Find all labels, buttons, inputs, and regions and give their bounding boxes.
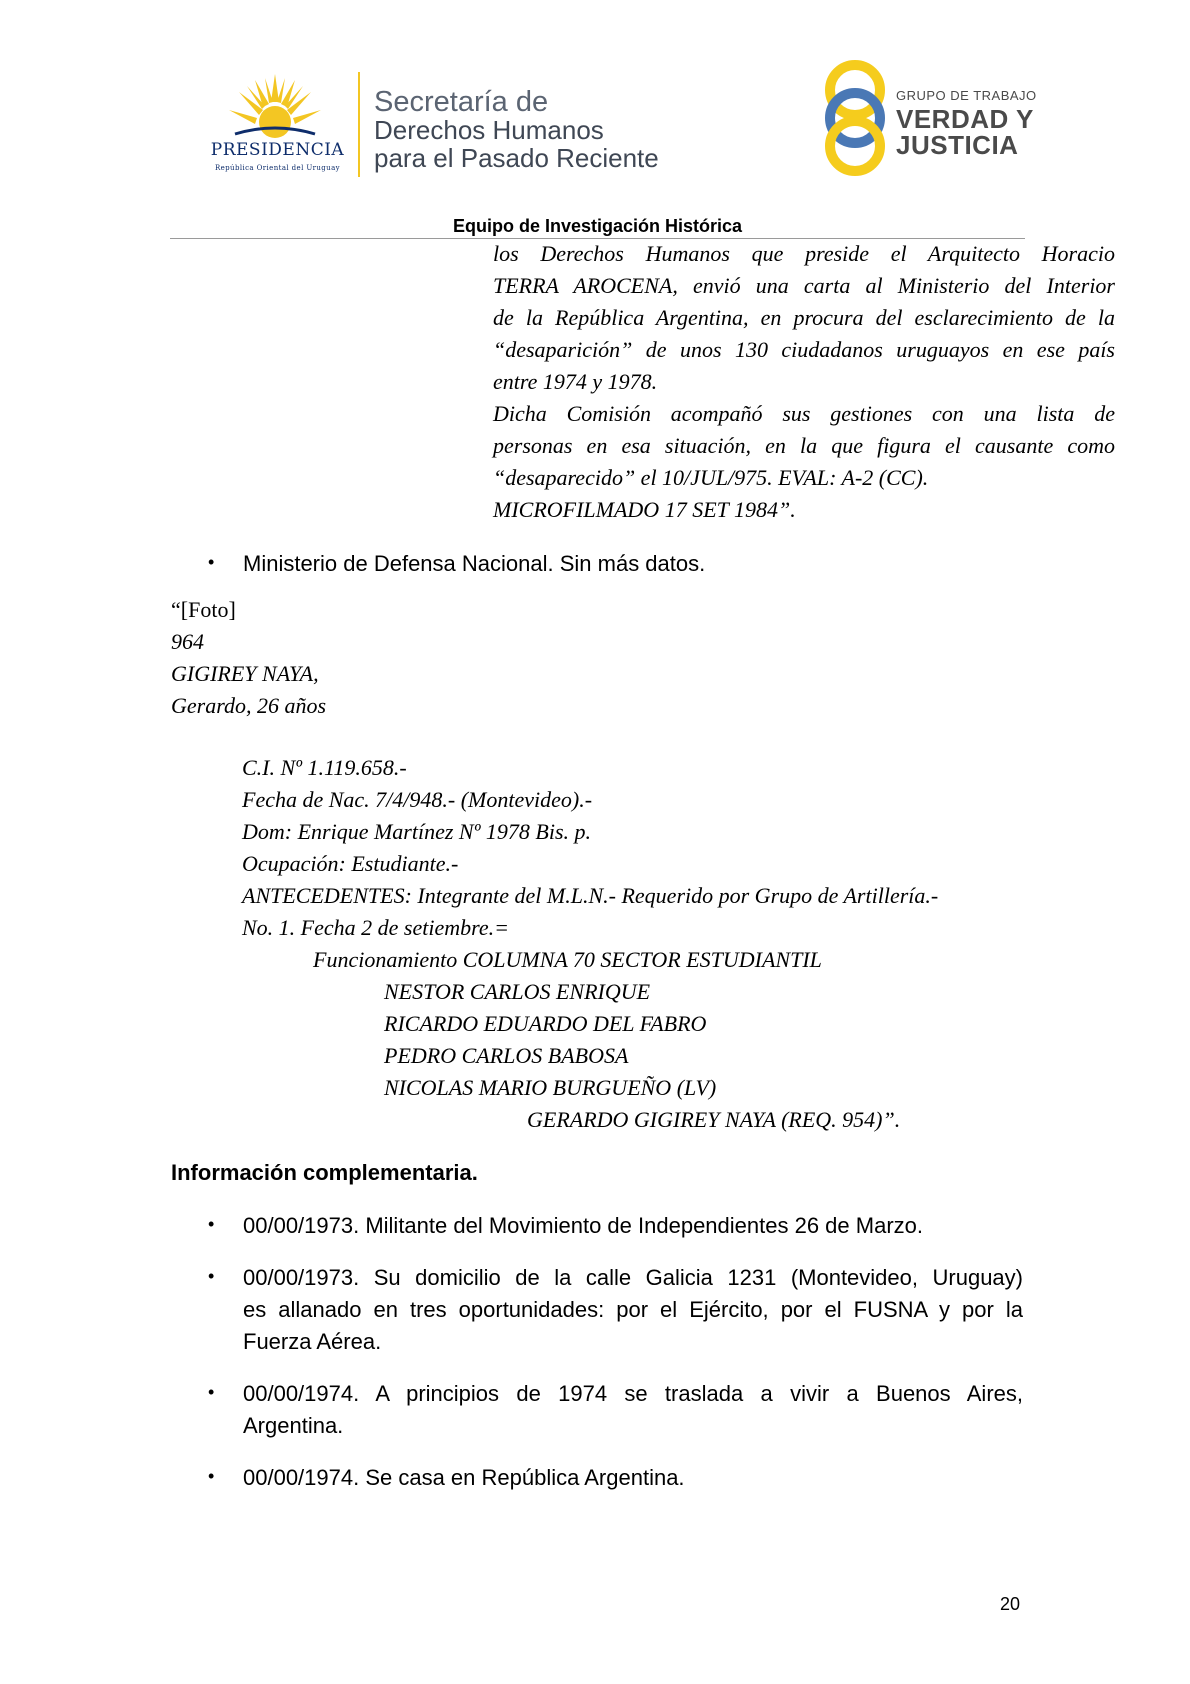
presidencia-subtitle: República Oriental del Uruguay — [214, 164, 341, 172]
quote-line: los Derechos Humanos que preside el Arquitecto Horacio — [493, 241, 1115, 266]
foto-number: 964 — [171, 629, 204, 654]
quote-line: de la República Argentina, en procura del esclarecimiento de la — [493, 305, 1115, 330]
info-line: Argentina. — [243, 1413, 344, 1438]
bullet-dot: • — [208, 1466, 215, 1486]
secretaria-line-3: para el Pasado Reciente — [374, 143, 659, 173]
info-item — [243, 1462, 1023, 1494]
bullet-dot: • — [208, 1382, 215, 1402]
info-line: Fuerza Aérea. — [243, 1329, 382, 1354]
foto-surname: GIGIREY NAYA, — [171, 661, 319, 686]
ficha-dom: Dom: Enrique Martínez Nº 1978 Bis. p. — [242, 819, 592, 844]
ficha-name: PEDRO CARLOS BABOSA — [384, 1043, 629, 1068]
ficha-ocupacion: Ocupación: Estudiante.- — [242, 851, 459, 876]
ministerio-rest: . Sin más datos. — [547, 551, 706, 576]
vyj-verdad: VERDAD Y — [896, 104, 1034, 134]
ficha-no: No. 1. Fecha 2 de setiembre.= — [242, 915, 509, 940]
quote-line: Dicha Comisión acompañó sus gestiones con una lista de — [493, 401, 1115, 426]
ministerio-line — [243, 548, 705, 580]
ficha-name: RICARDO EDUARDO DEL FABRO — [384, 1011, 707, 1036]
ministerio-name: Ministerio de Defensa Nacional — [243, 551, 548, 576]
presidencia-logo — [190, 72, 365, 182]
page-number: 20 — [1000, 1594, 1021, 1614]
ficha-last: GERARDO GIGIREY NAYA (REQ. 954)”. — [527, 1107, 901, 1132]
info-title: Información complementaria. — [171, 1160, 478, 1185]
vyj-justicia: JUSTICIA — [896, 130, 1019, 160]
quote-paragraph-1 — [493, 238, 1115, 398]
secretaria-line-1: Secretaría de — [374, 86, 549, 118]
verdad-justicia-logo — [820, 56, 1040, 181]
info-line: es allanado en tres oportunidades: por el Ejército, por el FUSNA y por la — [243, 1297, 1023, 1322]
ficha-funcionamiento: Funcionamiento COLUMNA 70 SECTOR ESTUDIANTIL — [313, 947, 822, 972]
presidencia-name: PRESIDENCIA — [210, 140, 345, 160]
sun-icon — [225, 72, 325, 138]
ficha-name: NICOLAS MARIO BURGUEÑO (LV) — [384, 1075, 717, 1100]
foto-name-age: Gerardo, 26 años — [171, 693, 327, 718]
ficha-ci: C.I. Nº 1.119.658.- — [242, 755, 407, 780]
team-title: Equipo de Investigación Histórica — [452, 216, 743, 236]
quote-paragraph-2 — [493, 398, 1115, 526]
ficha-antecedentes: ANTECEDENTES: Integrante del M.L.N.- Requerido por Grupo de Artillería.- — [242, 883, 939, 908]
info-line: 00/00/1973. Militante del Movimiento de Independientes 26 de Marzo. — [243, 1213, 923, 1238]
ficha-fecha: Fecha de Nac. 7/4/948.- (Montevideo).- — [242, 787, 593, 812]
vyj-small-text: GRUPO DE TRABAJO — [896, 88, 1037, 103]
info-item — [243, 1210, 1023, 1242]
secretaria-line-2: Derechos Humanos — [374, 115, 604, 145]
bullet-dot: • — [208, 1214, 215, 1234]
foto-block — [171, 594, 326, 722]
info-line: 00/00/1973. Su domicilio de la calle Galicia 1231 (Montevideo, Uruguay) — [243, 1265, 1023, 1290]
rings-icon — [820, 56, 890, 181]
info-item — [243, 1378, 1023, 1442]
logo-divider — [358, 72, 360, 177]
foto-label: “[Foto] — [171, 597, 236, 622]
quote-line: “desaparición” de unos 130 ciudadanos uruguayos en ese país — [493, 337, 1115, 362]
bullet-dot: • — [208, 1266, 215, 1286]
quote-line: MICROFILMADO 17 SET 1984”. — [493, 497, 796, 522]
quote-line: TERRA AROCENA, envió una carta al Ministerio del Interior — [493, 273, 1115, 298]
quote-line: personas en esa situación, en la que figura el causante como — [493, 433, 1115, 458]
ficha-block — [242, 752, 938, 1136]
info-line: 00/00/1974. A principios de 1974 se traslada a vivir a Buenos Aires, — [243, 1381, 1023, 1406]
quote-block — [493, 238, 1115, 526]
secretaria-title — [374, 88, 659, 172]
bullet-dot: • — [208, 552, 215, 572]
info-line: 00/00/1974. Se casa en República Argentina. — [243, 1465, 685, 1490]
quote-line: “desaparecido” el 10/JUL/975. EVAL: A-2 (CC). — [493, 465, 929, 490]
ficha-name: NESTOR CARLOS ENRIQUE — [384, 979, 651, 1004]
info-item — [243, 1262, 1023, 1358]
quote-line: entre 1974 y 1978. — [493, 369, 658, 394]
